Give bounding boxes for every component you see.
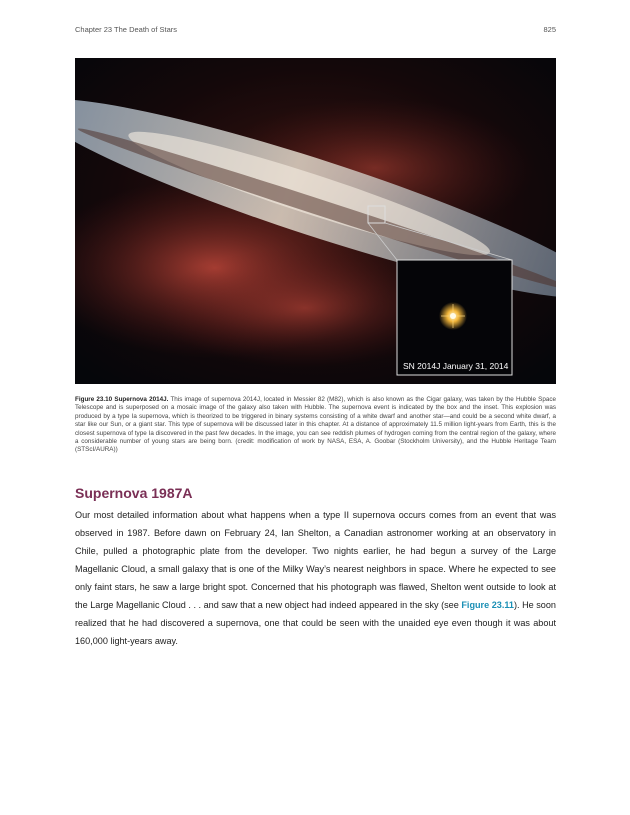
inset-label: SN 2014J January 31, 2014 bbox=[403, 361, 509, 371]
body-paragraph bbox=[75, 506, 556, 650]
figure-link[interactable]: Figure 23.11 bbox=[461, 600, 514, 610]
caption-text: This image of supernova 2014J, located in Messier 82 (M82), which is also known as the Cigar galaxy, was taken by the Hubble Space Telescope and is superposed on a mosaic image of the galaxy also taken with Hubble. The supernova event is indicated by the box and the inset. This explosion was produced by a type Ia supernova, which is theorized to be triggered in binary systems consisting of a white dwarf and another star—and could be a second white dwarf, a star like our Sun, or a giant star. This type of supernova will be discussed later in this chapter. At a distance of approximately 11.5 million light-years from Earth, this is the closest supernova of type Ia discovered in the past few decades. In the image, you can see reddish plumes of hydrogen coming from the central region of the galaxy, where a considerable number of young stars are being born. (credit: modification of work by NASA, ESA, A. Goobar (Stockholm University), and the Hubble Heritage Team (STScI/AURA)) bbox=[75, 396, 556, 454]
section-title: Supernova 1987A bbox=[75, 485, 193, 501]
paragraph-text-before: Our most detailed information about what happens when a type II supernova occurs comes from an event that was observed in 1987. Before dawn on February 24, Ian Shelton, a Canadian astronomer working at an observatory in Chile, pulled a photographic plate from the developer. Two nights earlier, he had begun a survey of the Large Magellanic Cloud, a small galaxy that is one of the Milky Way’s nearest neighbors in space. Where he expected to see only faint stars, he saw a large bright spot. Concerned that his photograph was flawed, Shelton went outside to look at the Large Magellanic Cloud . . . and saw that a new object had indeed appeared in the sky (see bbox=[75, 510, 556, 610]
figure-caption bbox=[75, 396, 556, 455]
running-head bbox=[75, 25, 556, 37]
chapter-title: Chapter 23 The Death of Stars bbox=[75, 25, 178, 34]
galaxy-photo bbox=[75, 58, 556, 384]
page-number: 825 bbox=[543, 25, 556, 34]
caption-label: Figure 23.10 Supernova 2014J. bbox=[75, 396, 169, 403]
paragraph-text-after: ). He soon realized that he had discovered a supernova, one that could be seen with the unaided eye even though it was about 160,000 light-years away. bbox=[75, 600, 556, 646]
